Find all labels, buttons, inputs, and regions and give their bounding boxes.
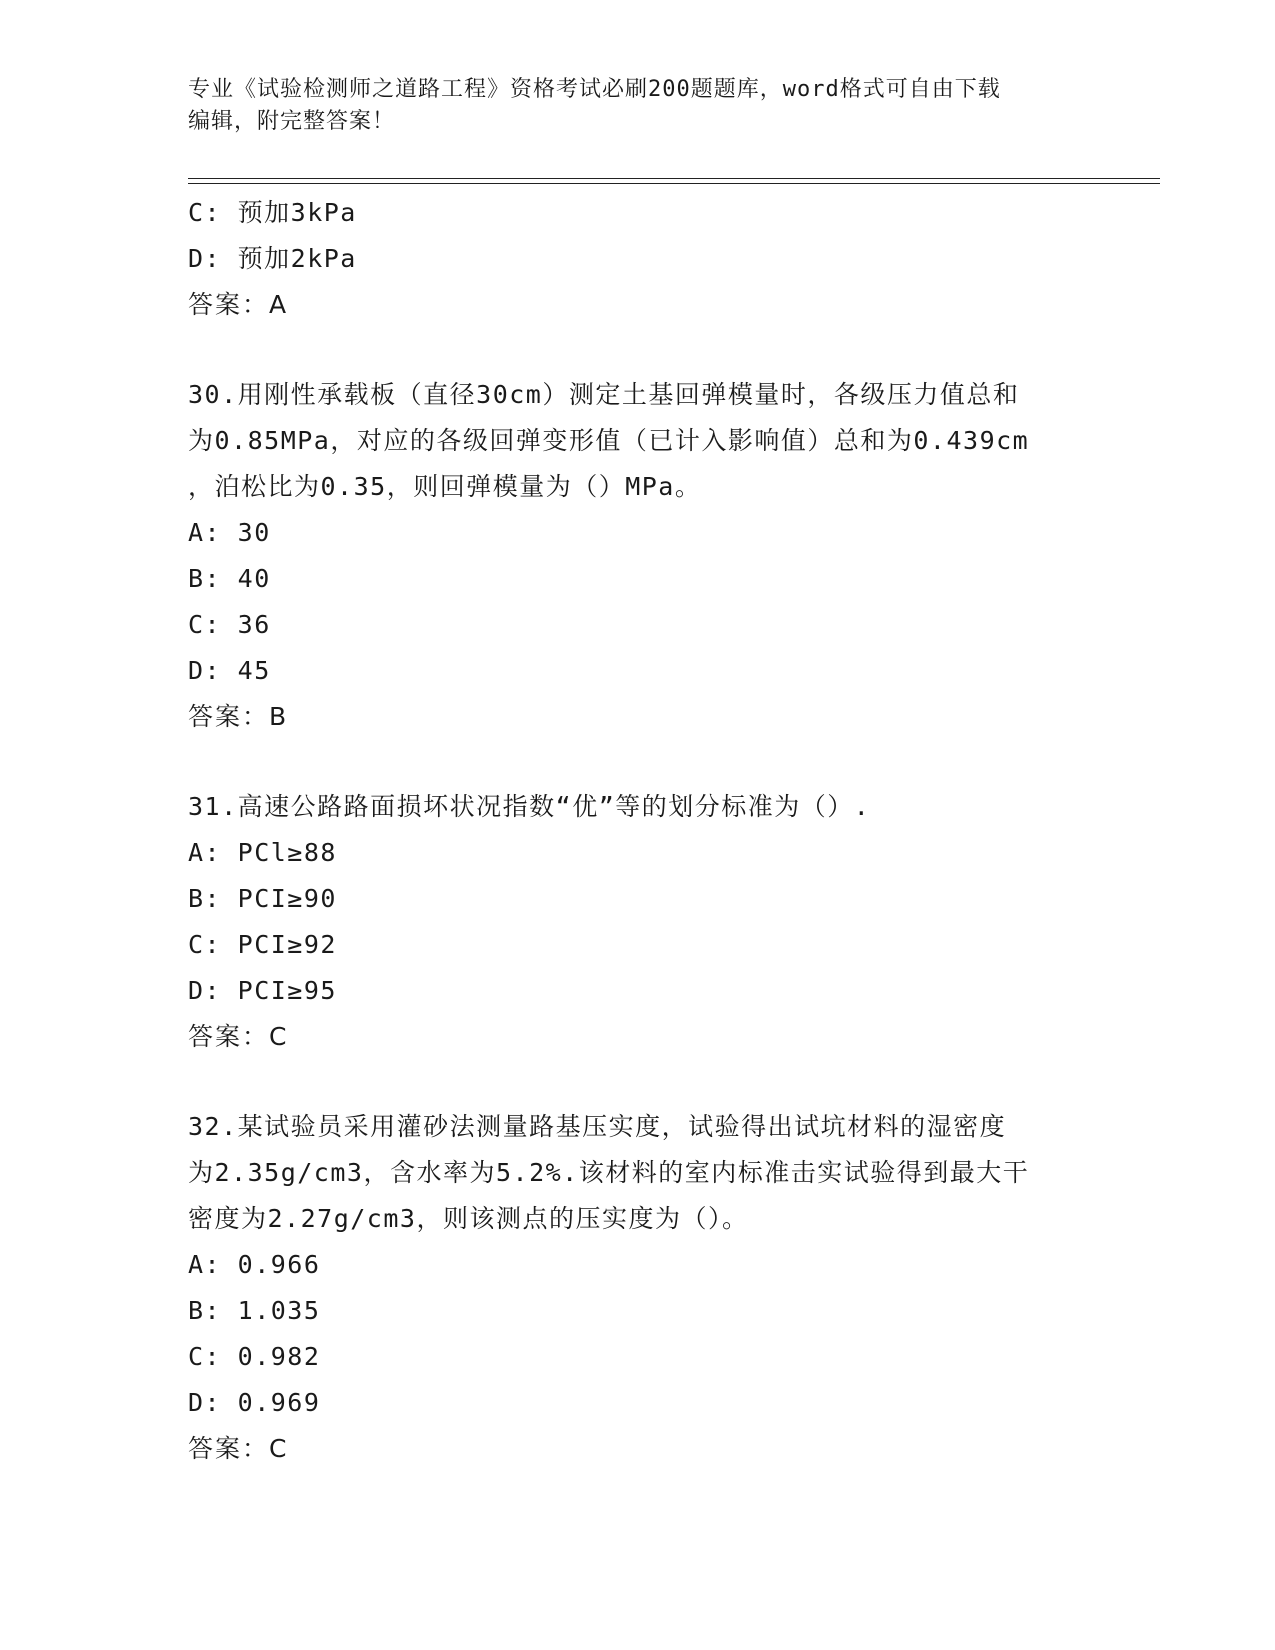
- answer: 答案：C: [188, 1434, 289, 1463]
- option-c: C: PCI≥92: [188, 930, 337, 959]
- option-d: D: PCI≥95: [188, 976, 337, 1005]
- option-b: B: PCI≥90: [188, 884, 337, 913]
- question-stem: ，泊松比为0.35，则回弹模量为（）MPa。: [188, 472, 702, 501]
- question-stem: 密度为2.27g/cm3，则该测点的压实度为（）。: [188, 1204, 749, 1233]
- option-a: A: 30: [188, 518, 271, 547]
- document-header: [188, 74, 1088, 138]
- option-d: D: 0.969: [188, 1388, 321, 1417]
- header-line-2: 编辑，附完整答案！: [188, 109, 396, 134]
- spacer: [188, 1060, 1088, 1104]
- answer: 答案：B: [188, 702, 289, 731]
- header-divider-bottom: [188, 183, 1160, 184]
- question-stem: 32.某试验员采用灌砂法测量路基压实度，试验得出试坑材料的湿密度: [188, 1112, 1007, 1141]
- header-divider-top: [188, 178, 1160, 179]
- question-32: [188, 1104, 1088, 1472]
- spacer: [188, 740, 1088, 784]
- option-c: C: 36: [188, 610, 271, 639]
- spacer: [188, 328, 1088, 372]
- answer: 答案：C: [188, 1022, 289, 1051]
- option-c: C: 0.982: [188, 1342, 321, 1371]
- question-30: [188, 372, 1088, 740]
- answer: 答案：A: [188, 290, 289, 319]
- option-a: A: PCl≥88: [188, 838, 337, 867]
- question-31: [188, 784, 1088, 1060]
- question-stem: 30.用刚性承载板（直径30cm）测定土基回弹模量时，各级压力值总和: [188, 380, 1020, 409]
- option-d: D: 预加2kPa: [188, 244, 357, 273]
- question-stem: 31.高速公路路面损坏状况指数“优”等的划分标准为（）.: [188, 792, 871, 821]
- option-b: B: 40: [188, 564, 271, 593]
- question-stem: 为0.85MPa，对应的各级回弹变形值（已计入影响值）总和为0.439cm: [188, 426, 1030, 455]
- option-a: A: 0.966: [188, 1250, 321, 1279]
- option-c: C: 预加3kPa: [188, 198, 357, 227]
- question-stem: 为2.35g/cm3，含水率为5.2%.该材料的室内标准击实试验得到最大干: [188, 1158, 1030, 1187]
- option-d: D: 45: [188, 656, 271, 685]
- option-b: B: 1.035: [188, 1296, 321, 1325]
- question-list: [188, 190, 1088, 1472]
- continued-question: [188, 190, 1088, 328]
- header-line-1: 专业《试验检测师之道路工程》资格考试必刷200题题库，word格式可自由下载: [188, 77, 1001, 102]
